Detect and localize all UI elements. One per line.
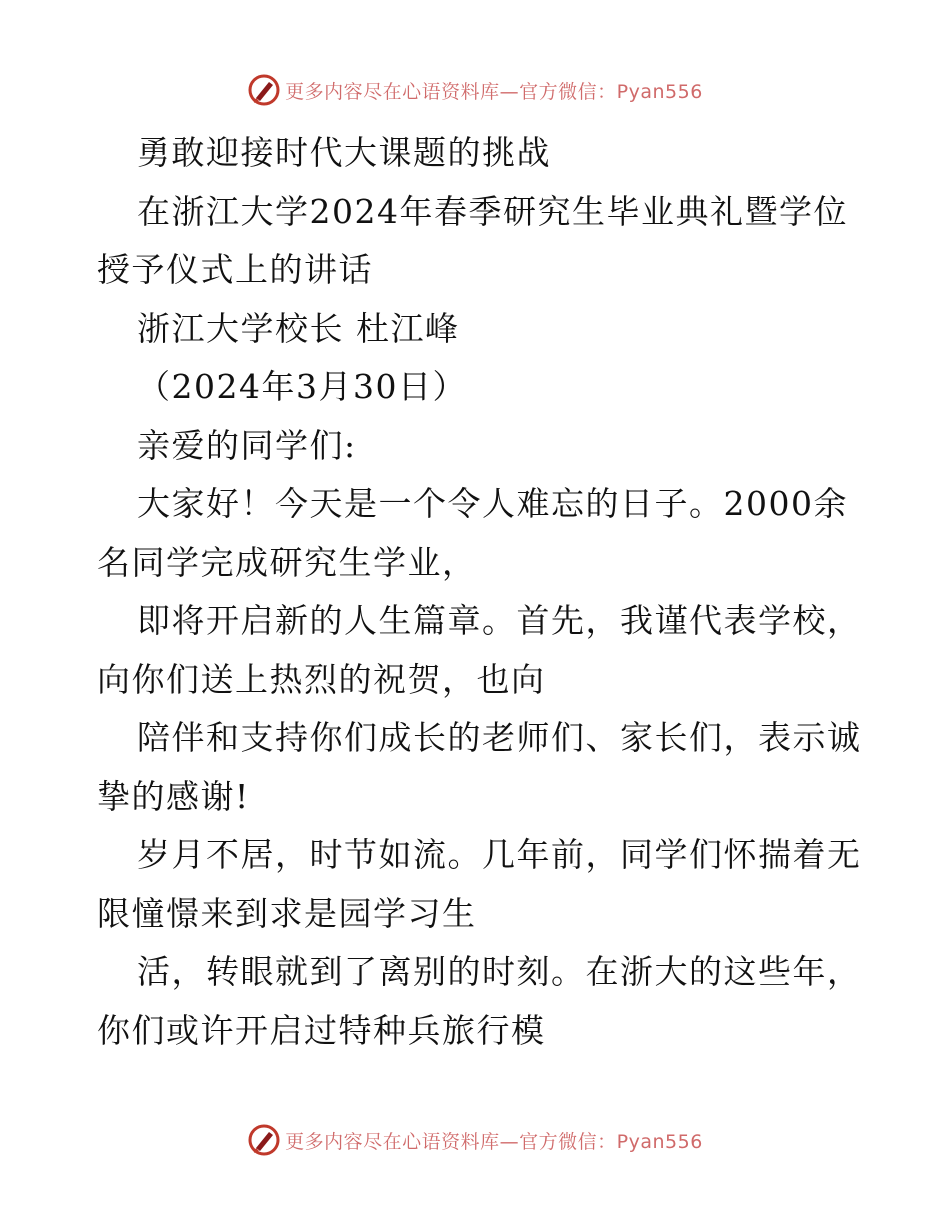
paragraph-line: 即将开启新的人生篇章。首先，我谨代表学校， bbox=[137, 601, 862, 640]
speech-subtitle-line-1: 在浙江大学2024年春季研究生毕业典礼暨学位 bbox=[137, 191, 848, 231]
speech-title: 勇敢迎接时代大课题的挑战 bbox=[137, 133, 551, 172]
paragraph-line: 陪伴和支持你们成长的老师们、家长们，表示诚 bbox=[137, 718, 862, 757]
date-line: （2024年3月30日） bbox=[137, 367, 467, 406]
paragraph-line: 挚的感谢! bbox=[97, 776, 250, 816]
pen-logo-icon bbox=[247, 1123, 281, 1157]
document-body bbox=[97, 124, 867, 1060]
footer-watermark bbox=[0, 1120, 950, 1160]
paragraph-line: 活，转眼就到了离别的时刻。在浙大的这些年， bbox=[137, 952, 862, 991]
paragraph-line: 大家好！今天是一个令人难忘的日子。2000余 bbox=[137, 484, 848, 523]
header-watermark bbox=[0, 70, 950, 110]
paragraph-line: 岁月不居，时节如流。几年前，同学们怀揣着无 bbox=[137, 835, 862, 874]
paragraph-line: 你们或许开启过特种兵旅行模 bbox=[97, 1010, 546, 1050]
paragraph-line: 向你们送上热烈的祝贺，也向 bbox=[97, 659, 546, 699]
speaker-line: 浙江大学校长 杜江峰 bbox=[137, 308, 460, 348]
paragraph-line: 名同学完成研究生学业， bbox=[97, 542, 477, 582]
speech-subtitle-line-2: 授予仪式上的讲话 bbox=[97, 250, 373, 289]
watermark-text: 更多内容尽在心语资料库—官方微信：Pyan556 bbox=[285, 1130, 703, 1153]
salutation: 亲爱的同学们: bbox=[137, 425, 357, 465]
watermark-text: 更多内容尽在心语资料库—官方微信：Pyan556 bbox=[285, 80, 703, 103]
paragraph-line: 限憧憬来到求是园学习生 bbox=[97, 893, 477, 933]
pen-logo-icon bbox=[247, 73, 281, 107]
